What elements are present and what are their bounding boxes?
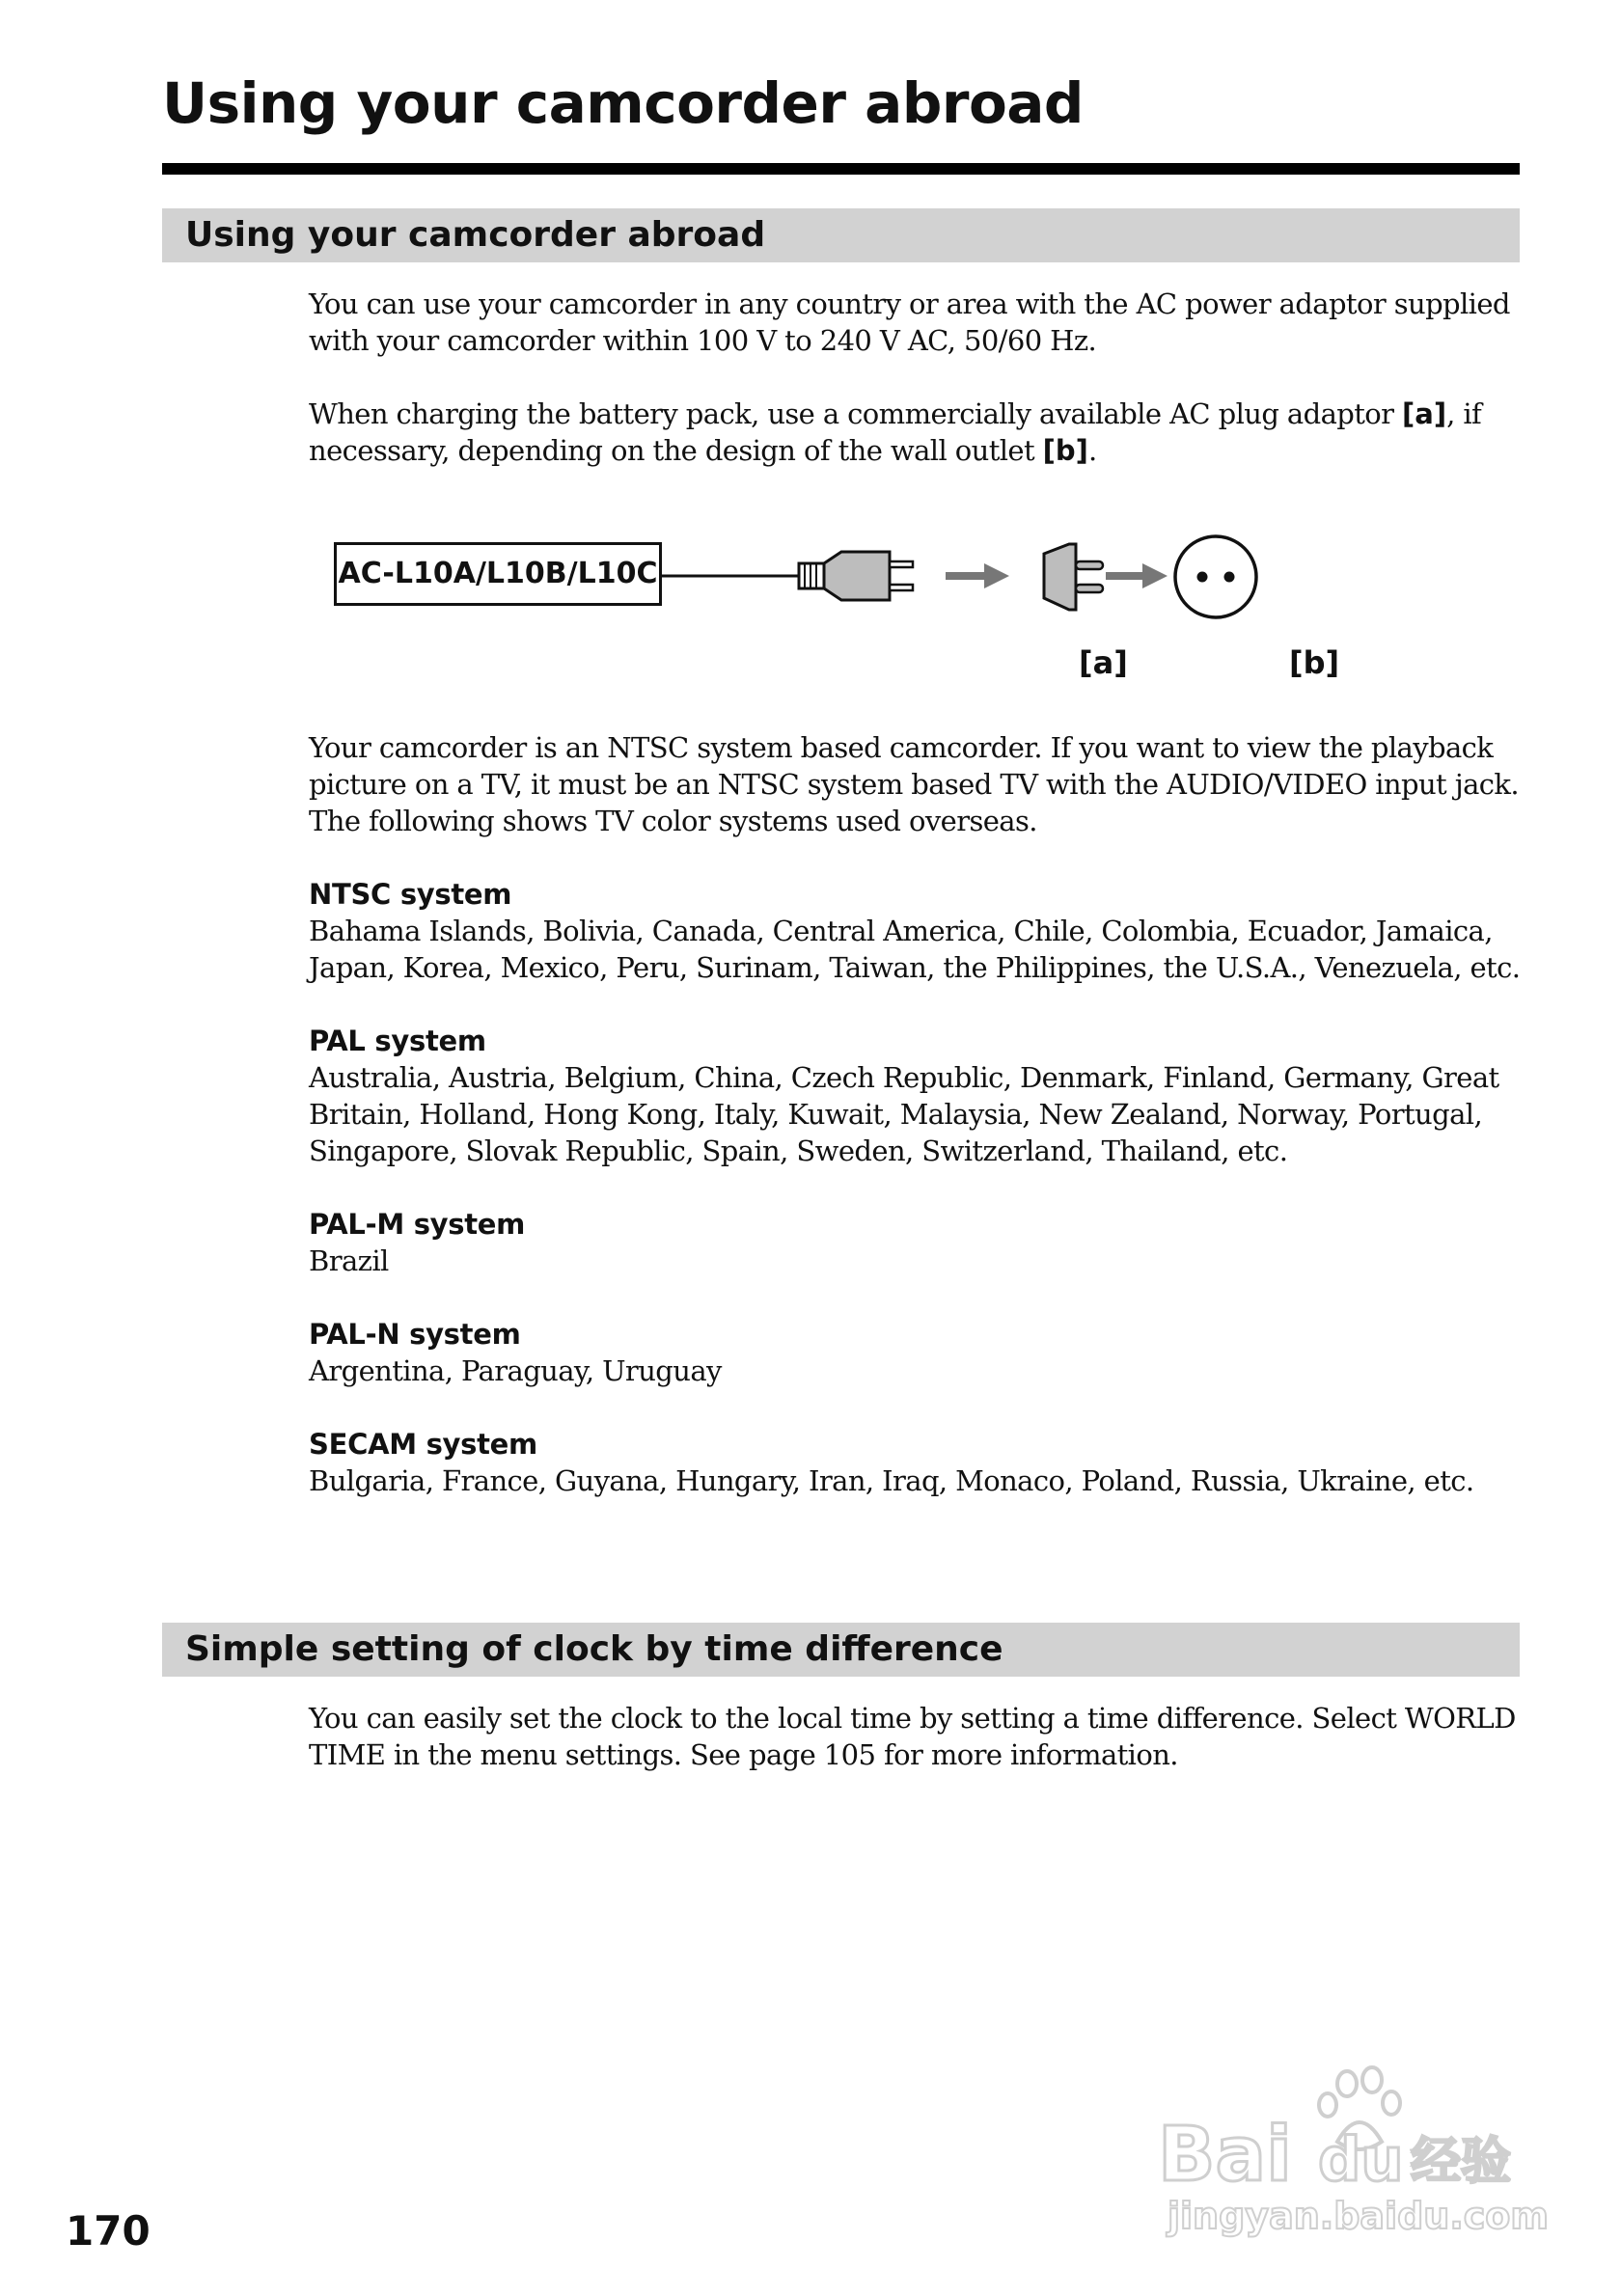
- label-a: [a]: [1079, 644, 1128, 681]
- baidu-watermark-logo: [1148, 2064, 1553, 2238]
- wall-outlet-icon: [1175, 536, 1256, 617]
- paragraph-ac-adaptor: You can use your camcorder in any country or area with the AC power adaptor supplied with your camcorder within 100 V to 240 V AC, 50/60 Hz.: [309, 287, 1510, 357]
- title-rule: [162, 163, 1520, 175]
- paragraph-plug-adaptor: When charging the battery pack, use a commercially available AC plug adaptor [a], if necessary, depending on the design of the wall outlet [b].: [309, 397, 1482, 467]
- paragraph-ntsc-intro: Your camcorder is an NTSC system based camcorder. If you want to view the playback picture on a TV, it must be an NTSC system based TV with the AUDIO/VIDEO input jack.: [309, 731, 1520, 801]
- svg-text:jingyan.baidu.com: jingyan.baidu.com: [1168, 2195, 1549, 2237]
- svg-text:du: du: [1318, 2124, 1404, 2195]
- section-heading-abroad: Using your camcorder abroad: [162, 208, 1520, 262]
- paragraph-color-systems: The following shows TV color systems used overseas.: [309, 805, 1037, 837]
- page-title: Using your camcorder abroad: [162, 70, 1084, 136]
- system-name: SECAM system: [309, 1428, 537, 1461]
- svg-text:经验: 经验: [1411, 2133, 1512, 2191]
- system-countries: Australia, Austria, Belgium, China, Czech Republic, Denmark, Finland, Germany, Great Britain, Holland, Hong Kong, Italy, Kuwait, Malaysia, New Zealand, Norway, Portugal, Singapore, Slovak Republic, Spain, Sweden, Switzerland, Thailand, etc.: [309, 1061, 1499, 1167]
- arrow-right-icon: [946, 563, 1009, 588]
- system-name: PAL-N system: [309, 1318, 521, 1351]
- system-name: PAL system: [309, 1025, 486, 1057]
- section-heading-clock: Simple setting of clock by time difference: [162, 1623, 1520, 1677]
- clock-text: [309, 1700, 1526, 1773]
- system-countries: Brazil: [309, 1244, 389, 1277]
- system-name: PAL-M system: [309, 1208, 526, 1241]
- ac-plug-icon: [799, 552, 913, 600]
- system-name: NTSC system: [309, 878, 512, 911]
- system-countries: Argentina, Paraguay, Uruguay: [309, 1354, 722, 1387]
- svg-text:Bai: Bai: [1158, 2112, 1292, 2199]
- page-number: 170: [66, 2207, 151, 2255]
- label-b: [b]: [1289, 644, 1340, 681]
- tv-systems-text: [309, 729, 1526, 1499]
- plug-adaptor-diagram: [328, 529, 1370, 712]
- system-countries: Bulgaria, France, Guyana, Hungary, Iran, Iraq, Monaco, Poland, Russia, Ukraine, etc.: [309, 1464, 1474, 1497]
- ref-b: [b]: [1042, 434, 1088, 467]
- intro-text: [309, 286, 1526, 469]
- paragraph-world-time: You can easily set the clock to the local time by setting a time difference. Select WORLD TIME in the menu settings. See page 105 for more information.: [309, 1702, 1516, 1771]
- system-countries: Bahama Islands, Bolivia, Canada, Central America, Chile, Colombia, Ecuador, Jamaica, Japan, Korea, Mexico, Peru, Surinam, Taiwan, the Philippines, the U.S.A., Venezuela, etc.: [309, 915, 1521, 984]
- adaptor-model-label: AC-L10A/L10B/L10C: [334, 542, 662, 606]
- arrow-right-icon: [1106, 563, 1168, 588]
- plug-adaptor-icon: [1044, 544, 1103, 610]
- ref-a: [a]: [1402, 397, 1447, 430]
